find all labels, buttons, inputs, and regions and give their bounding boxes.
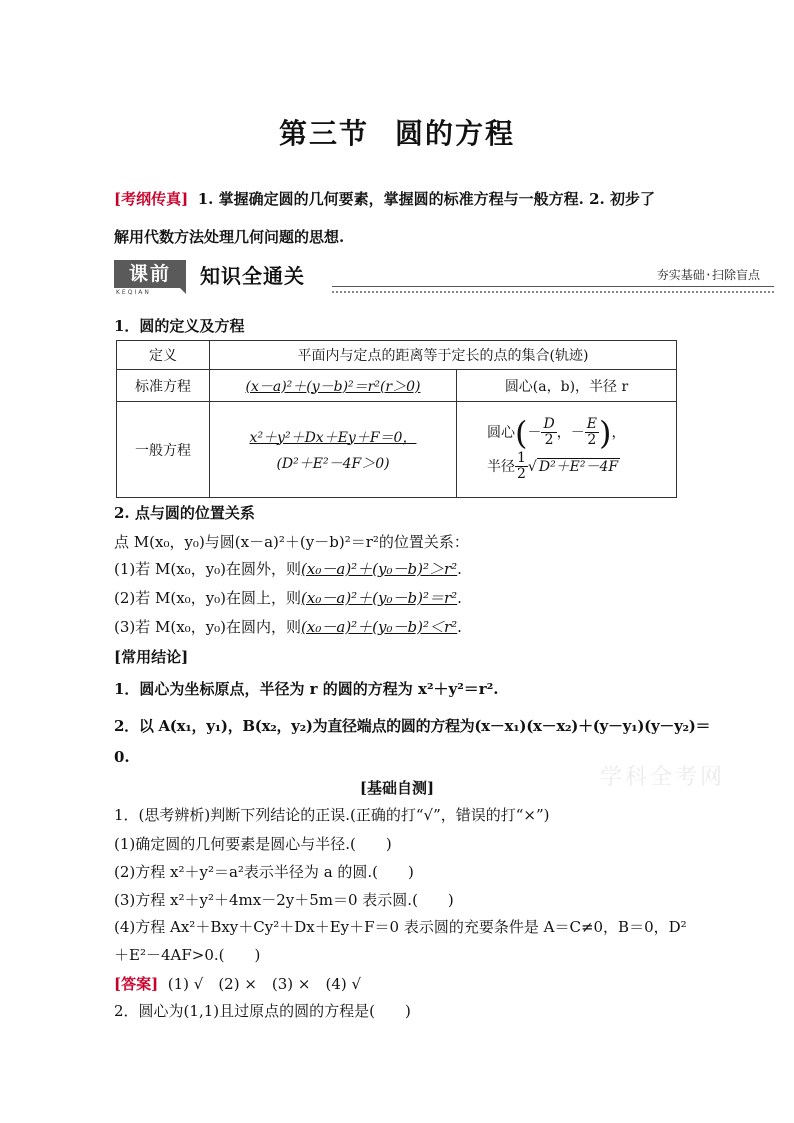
- question-1-item-2: (2)方程 x²＋y²＝a²表示半径为 a 的圆.( ): [114, 863, 414, 881]
- question-2: 2．圆心为(1,1)且过原点的圆的方程是( ): [114, 1002, 411, 1020]
- table-cell-label: 标准方程: [117, 370, 210, 402]
- title-topic: 圆的方程: [395, 117, 516, 150]
- general-formula: x²＋y²＋Dx＋Ey＋F＝0，: [249, 429, 417, 446]
- answer-tag: [答案]: [114, 975, 159, 993]
- banner-heading: 知识全通关: [200, 264, 305, 288]
- conclusions-heading: [常用结论]: [114, 648, 189, 666]
- table-cell-standard-center: 圆心(a，b)，半径 r: [457, 370, 677, 402]
- fraction-half: $\frac{1}{2}$: [517, 449, 526, 482]
- relation-item-on: (2)若 M(x₀，y₀)在圆上，则(x₀－a)²＋(y₀－b)²＝r².: [114, 589, 462, 607]
- general-condition: (D²＋E²－4F＞0): [276, 455, 390, 472]
- banner-dotted-rule: [332, 286, 774, 293]
- left-paren: (: [515, 413, 528, 452]
- general-center: 圆心(－ $\frac{D}{2}$ ，－ $\frac{E}{2}$ )，: [487, 413, 626, 452]
- general-radius: 半径 $\frac{1}{2}$ √ D²＋E²－4F: [487, 449, 619, 482]
- banner-pinyin: KEQIAN: [116, 289, 151, 296]
- table-cell-general-center: [457, 402, 677, 498]
- banner-subtitle: 夯实基础·扫除盲点: [656, 268, 760, 282]
- selftest-heading: [基础自测]: [359, 779, 435, 797]
- table-cell-standard-formula: (x－a)²＋(y－b)²＝r²(r＞0): [210, 370, 457, 402]
- table-cell-label: 定义: [117, 341, 210, 370]
- syllabus-text-1: 1. 掌握确定圆的几何要素，掌握圆的标准方程与一般方程. 2. 初步了: [197, 190, 655, 208]
- fraction-d: $\frac{D}{2}$: [543, 415, 555, 449]
- right-paren: ): [598, 413, 612, 452]
- section-banner: [114, 258, 774, 298]
- question-1-item-4: (4)方程 Ax²＋Bxy＋Cy²＋Dx＋Ey＋F＝0 表示圆的充要条件是 A＝C≠0，B＝0，D²: [114, 918, 687, 936]
- conclusion-1: 1．圆心为坐标原点，半径为 r 的圆的方程为 x²＋y²＝r².: [114, 680, 499, 698]
- watermark: 学科全考网: [600, 765, 726, 790]
- answer-line: [114, 973, 361, 994]
- question-1-item-1: (1)确定圆的几何要素是圆心与半径.( ): [114, 835, 392, 853]
- table-row-standard: [117, 370, 677, 402]
- syllabus-tag: [考纲传真]: [114, 190, 189, 208]
- question-1-item-3: (3)方程 x²＋y²＋4mx－2y＋5m＝0 表示圆.( ): [114, 891, 454, 909]
- section-1-title: 1．圆的定义及方程: [114, 317, 245, 335]
- answer-text: (1) √ (2) × (3) × (4) √: [167, 975, 362, 993]
- banner-tag-arrow: [176, 284, 186, 294]
- banner-tag: 课前: [114, 260, 186, 288]
- section-2-title: 2. 点与圆的位置关系: [114, 504, 255, 522]
- question-1: 1．(思考辨析)判断下列结论的正误.(正确的打“√”，错误的打“×”): [114, 806, 550, 824]
- table-cell-definition: 平面内与定点的距离等于定长的点的集合(轨迹): [210, 341, 677, 370]
- relation-item-outside: (1)若 M(x₀，y₀)在圆外，则(x₀－a)²＋(y₀－b)²＞r².: [114, 560, 462, 578]
- question-1-item-4-cont: ＋E²－4AF>0.( ): [114, 946, 261, 964]
- table-cell-label: 一般方程: [117, 402, 210, 498]
- radius-sqrt: D²＋E²－4F: [538, 458, 619, 475]
- circle-equation-table: [116, 340, 677, 498]
- section-2-intro: 点 M(x₀，y₀)与圆(x－a)²＋(y－b)²＝r²的位置关系：: [114, 533, 469, 551]
- syllabus-line-1: [114, 188, 655, 209]
- table-row-general: [117, 402, 677, 498]
- title-section-number: 第三节: [278, 117, 369, 150]
- conclusion-2-line-1: 2．以 A(x₁，y₁)，B(x₂，y₂)为直径端点的圆的方程为(x－x₁)(x－x₂)＋(y－y₁)(y－y₂)＝: [114, 717, 711, 735]
- syllabus-line-2: 解用代数方法处理几何问题的思想.: [114, 228, 345, 246]
- page-title: [0, 112, 794, 152]
- radius-label: 半径: [487, 458, 515, 475]
- fraction-e: $\frac{E}{2}$: [586, 415, 597, 449]
- center-label: 圆心: [487, 424, 515, 441]
- table-row-definition: [117, 341, 677, 370]
- conclusion-2-line-2: 0.: [114, 748, 130, 766]
- table-cell-general-formula: [210, 402, 457, 498]
- relation-item-inside: (3)若 M(x₀，y₀)在圆内，则(x₀－a)²＋(y₀－b)²＜r².: [114, 618, 462, 636]
